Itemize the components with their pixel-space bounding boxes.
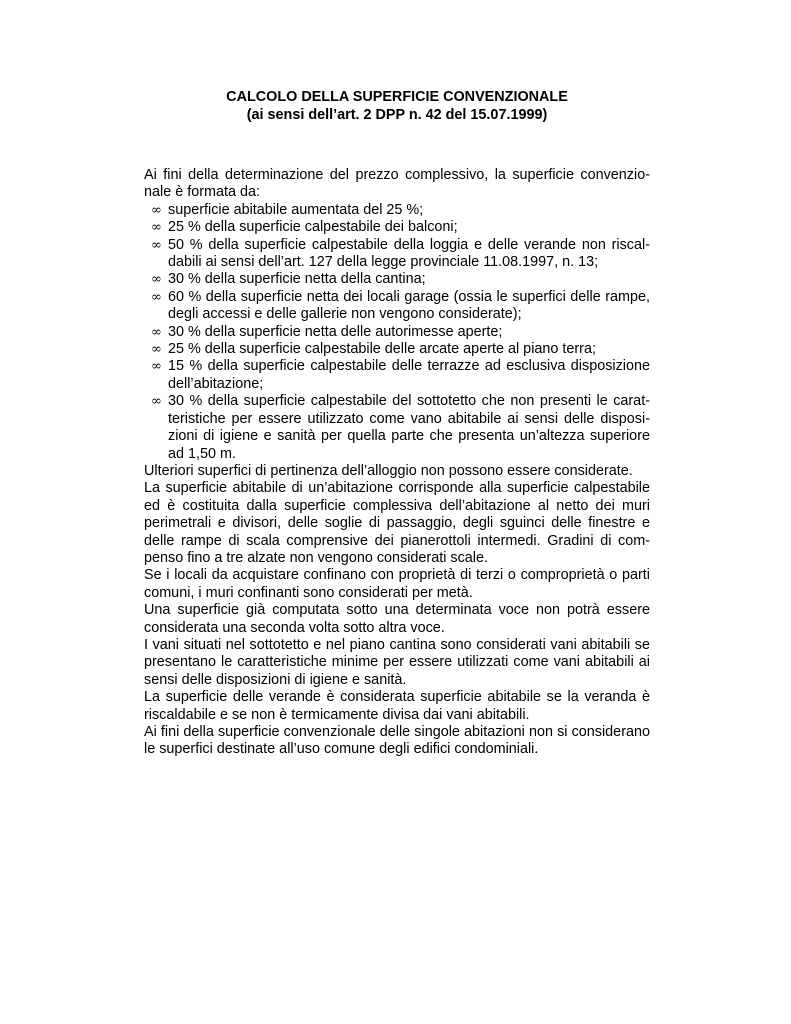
paragraph-no-double-count: Una superficie già computata sotto una determinata voce non potrà essere considerata una seconda volta sotto altra voce. — [144, 602, 650, 636]
document-body — [144, 167, 650, 759]
infinity-bullet-icon: ∞ — [151, 289, 162, 305]
infinity-bullet-icon: ∞ — [151, 394, 162, 410]
list-item — [144, 341, 650, 358]
document-title — [144, 88, 650, 124]
list-item-text: 60 % della superficie netta dei locali garage (ossia le superfici delle rampe, degli accessi e delle gallerie non vengono considerate); — [168, 288, 650, 323]
list-item — [144, 219, 650, 236]
list-item — [144, 324, 650, 341]
list-item-text: 15 % della superficie calpestabile delle terrazze ad esclusiva disposizione dell’abitazione; — [168, 358, 650, 392]
list-item — [144, 237, 650, 272]
title-line-2: (ai sensi dell’art. 2 DPP n. 42 del 15.07.1999) — [246, 107, 548, 123]
infinity-bullet-icon: ∞ — [151, 237, 162, 253]
paragraph-attic-cellar-rooms: I vani situati nel sottotetto e nel piano cantina sono considerati vani abitabili se presentano le caratteristiche minime per essere utilizzati come vani abitabili ai sensi delle disposizioni di igiene e sanità. — [144, 636, 650, 688]
surface-list — [144, 202, 650, 463]
infinity-bullet-icon: ∞ — [151, 220, 162, 236]
paragraph-bordering-walls: Se i locali da acquistare confinano con proprietà di terzi o comproprietà o parti comuni, i muri confinanti sono considerati per metà. — [144, 567, 650, 601]
list-item-text: superficie abitabile aumentata del 25 %; — [168, 201, 424, 218]
list-item-text: 50 % della superficie calpestabile della loggia e delle verande non riscaldabili ai sensi dell’art. 127 della legge provinciale 11.08.1997, n. 13; — [168, 236, 650, 271]
list-item — [144, 271, 650, 288]
list-item — [144, 202, 650, 219]
list-item — [144, 358, 650, 393]
list-item-text: 25 % della superficie calpestabile dei balconi; — [168, 219, 458, 236]
infinity-bullet-icon: ∞ — [151, 342, 162, 358]
title-line-1: CALCOLO DELLA SUPERFICIE CONVENZIONALE — [226, 89, 568, 105]
paragraph-additional-surfaces: Ulteriori superfici di pertinenza dell’alloggio non possono essere considerate. — [144, 462, 633, 479]
infinity-bullet-icon: ∞ — [151, 324, 162, 340]
list-item — [144, 393, 650, 463]
list-item-text: 30 % della superficie netta delle autorimesse aperte; — [168, 323, 503, 340]
list-item-text: 30 % della superficie calpestabile del sottotetto che non presenti le caratteristiche per essere utilizzato come vano abitabile ai sensi delle disposizioni di igiene e sanità per quella parte che presenta un’altezza superiore ad 1,50 m. — [168, 393, 650, 462]
intro-paragraph: Ai fini della determinazione del prezzo complessivo, la superficie convenzionale è formata da: — [144, 167, 650, 201]
paragraph-verandas: La superficie delle verande è considerata superficie abitabile se la veranda è riscaldabile e se non è termicamente divisa dai vani abitabili. — [144, 689, 650, 723]
infinity-bullet-icon: ∞ — [151, 202, 162, 218]
infinity-bullet-icon: ∞ — [151, 359, 162, 375]
paragraph-common-areas: Ai fini della superficie convenzionale delle singole abitazioni non si considerano le superfici destinate all’uso comune degli edifici condominiali. — [144, 724, 650, 758]
paragraph-habitable-surface: La superficie abitabile di un’abitazione corrisponde alla superficie calpestabile ed è costituita dalla superficie complessiva dell’abitazione al netto dei muri perimetrali e divisori, delle soglie di passaggio, degli sguinci delle finestre e delle rampe di scala comprensive dei pianerottoli intermedi. Gradini di compenso fino a tre alzate non vengono considerati scale. — [144, 480, 650, 566]
infinity-bullet-icon: ∞ — [151, 272, 162, 288]
document-page — [144, 88, 650, 759]
list-item-text: 30 % della superficie netta della cantina; — [168, 271, 426, 288]
list-item-text: 25 % della superficie calpestabile delle arcate aperte al piano terra; — [168, 341, 596, 358]
list-item — [144, 289, 650, 324]
